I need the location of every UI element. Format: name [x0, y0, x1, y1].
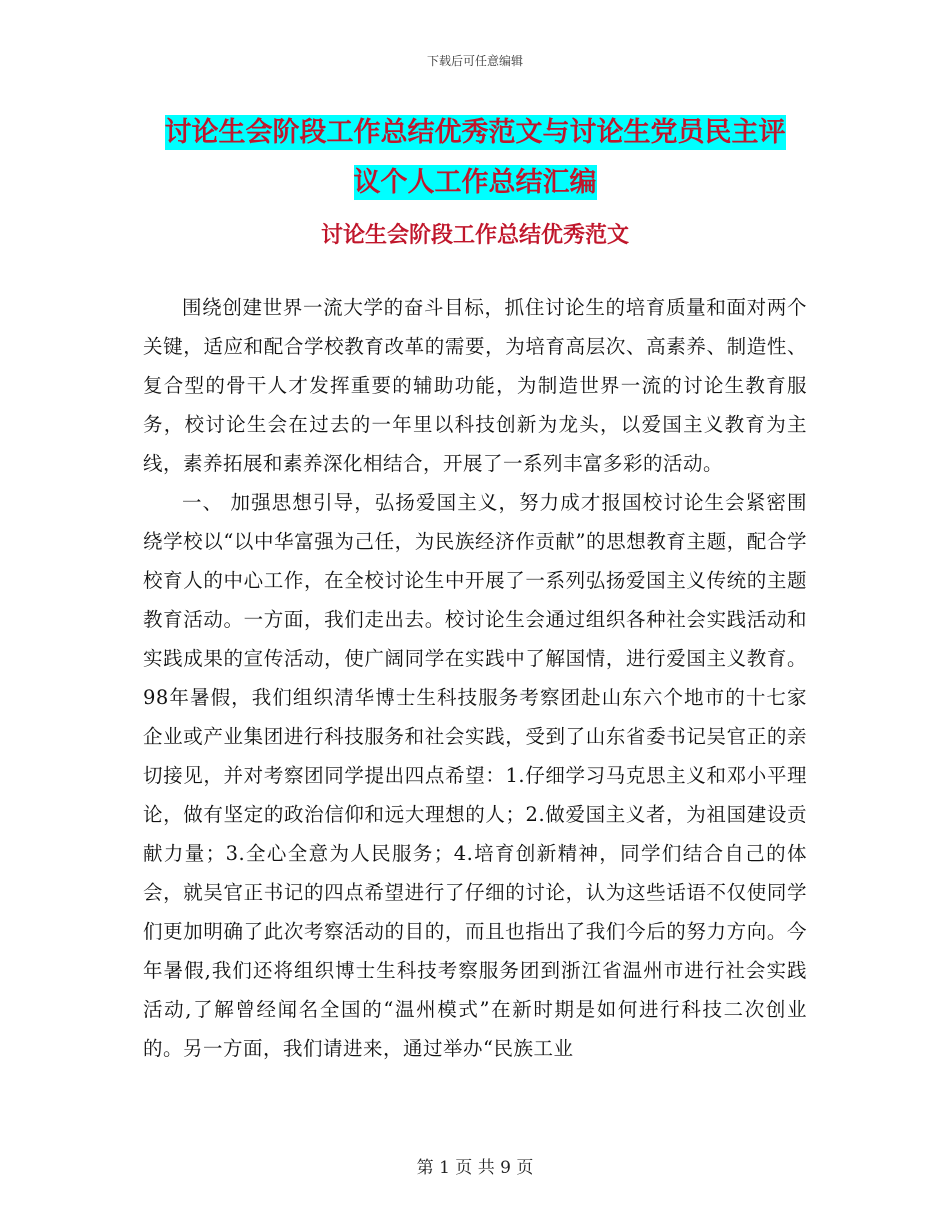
header-note: 下载后可任意编辑 — [426, 54, 523, 68]
paragraph-1: 围绕创建世界一流大学的奋斗目标，抓住讨论生的培育质量和面对两个关键，适应和配合学校教育改革的需要，为培育高层次、高素养、制造性、复合型的骨干人才发挥重要的辅助功能，为制造世界一流的讨论生教育服务，校讨论生会在过去的一年里以科技创新为龙头，以爱国主义教育为主线，素养拓展和素养深化相结合，开展了一系列丰富多彩的活动。 — [143, 296, 807, 475]
paragraph-2: 一、 加强思想引导，弘扬爱国主义，努力成才报国校讨论生会紧密围绕学校以“以中华富强为己任，为民族经济作贡献”的思想教育主题，配合学校育人的中心工作，在全校讨论生中开展了一系列弘扬爱国主义传统的主题教育活动。一方面，我们走出去。校讨论生会通过组织各种社会实践活动和实践成果的宣传活动，使广阔同学在实践中了解国情，进行爱国主义教育。98年暑假，我们组织清华博士生科技服务考察团赴山东六个地市的十七家企业或产业集团进行科技服务和社会实践，受到了山东省委书记吴官正的亲切接见，并对考察团同学提出四点希望：1.仔细学习马克思主义和邓小平理论，做有坚定的政治信仰和远大理想的人；2.做爱国主义者，为祖国建设贡献力量；3.全心全意为人民服务；4.培育创新精神，同学们结合自己的体会，就吴官正书记的四点希望进行了仔细的讨论，认为这些话语不仅使同学们更加明确了此次考察活动的目的，而且也指出了我们今后的努力方向。今年暑假,我们还将组织博士生科技考察服务团到浙江省温州市进行社会实践活动,了解曾经闻名全国的“温州模式”在新时期是如何进行科技二次创业的。另一方面，我们请进来，通过举办“民族工业 — [143, 491, 807, 1060]
title-line-1: 讨论生会阶段工作总结优秀范文与讨论生党员民主评 — [164, 117, 786, 148]
document-title — [150, 108, 800, 208]
title-line-2: 议个人工作总结汇编 — [353, 167, 597, 198]
page-number: 第 1 页 共 9 页 — [416, 1158, 534, 1178]
section-title: 讨论生会阶段工作总结优秀范文 — [320, 223, 629, 248]
body-text — [143, 288, 807, 1068]
